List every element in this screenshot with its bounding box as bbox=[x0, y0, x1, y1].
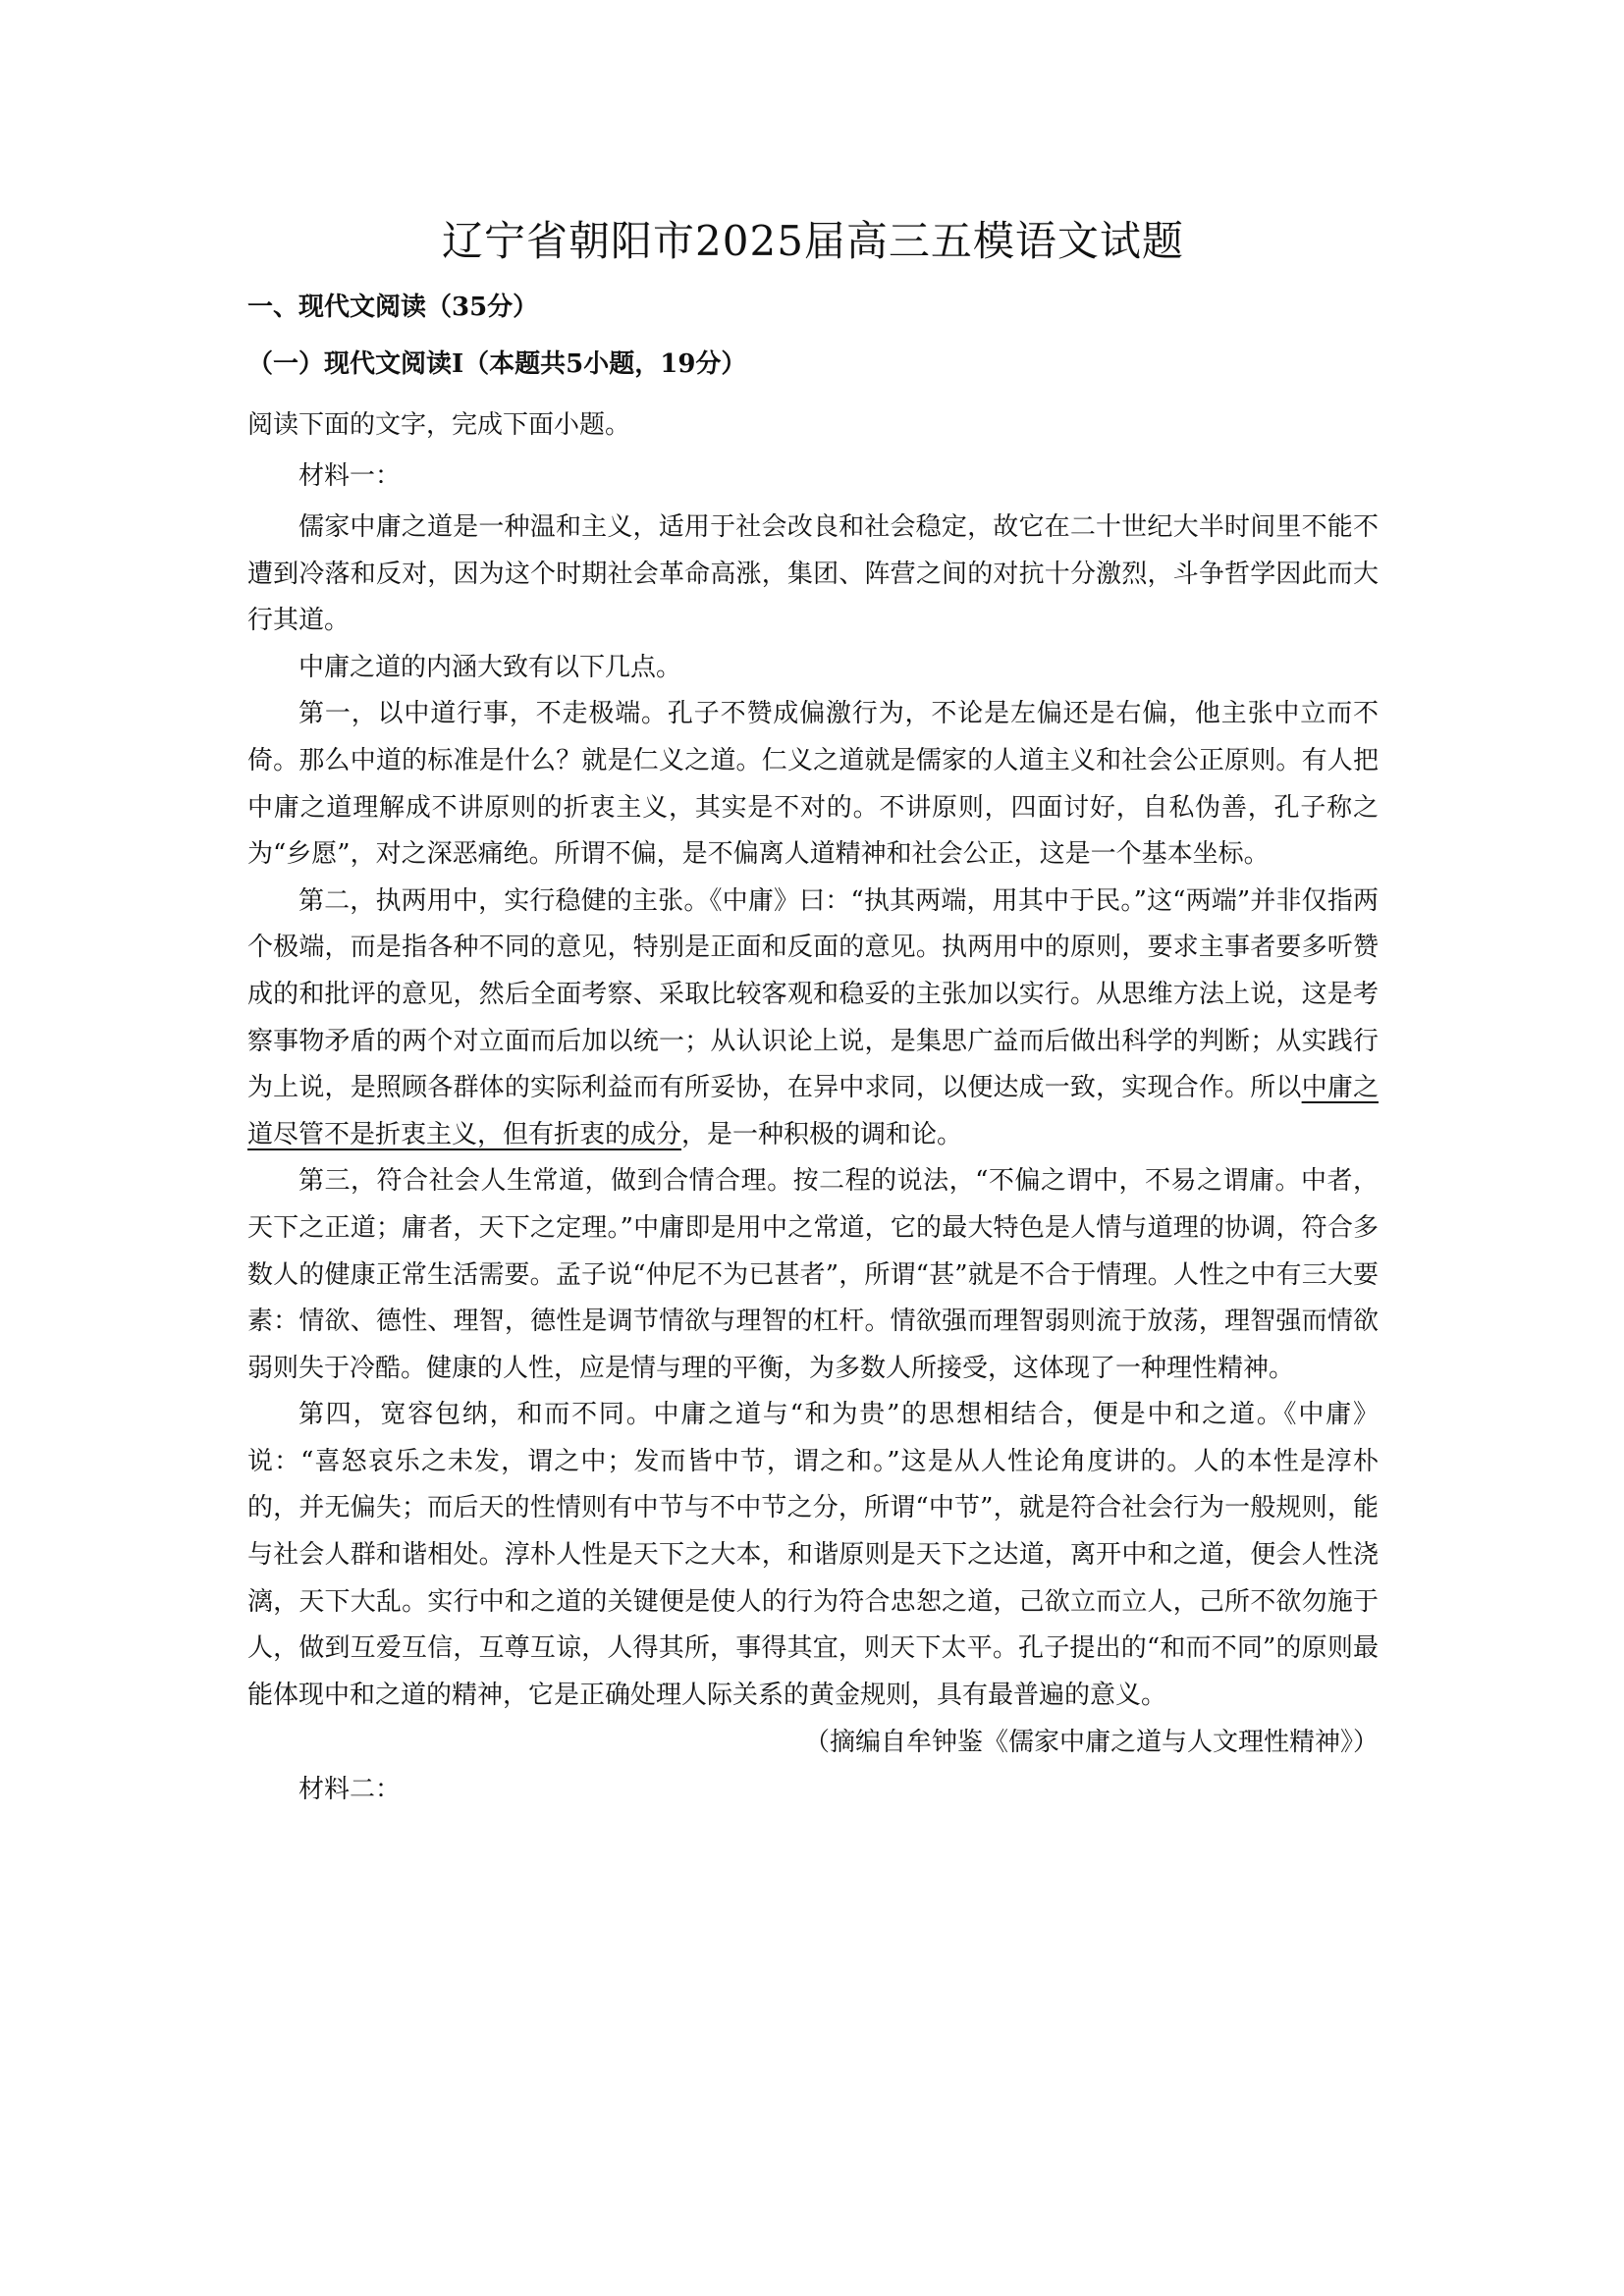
section-heading: 一、现代文阅读（35分） bbox=[247, 293, 539, 322]
reading-instruction: 阅读下面的文字，完成下面小题。 bbox=[247, 410, 631, 440]
page-title: 辽宁省朝阳市2025届高三五模语文试题 bbox=[442, 217, 1184, 265]
paragraph-3: 第一，以中道行事，不走极端。孔子不赞成偏激行为，不论是左偏还是右偏，他主张中立而不倚。那么中道的标准是什么？就是仁义之道。仁义之道就是儒家的人道主义和社会公正原则。有人把中庸之道理解成不讲原则的折衷主义，其实是不对的。不讲原则，四面讨好，自私伪善，孔子称之为“乡愿”，对之深恶痛绝。所谓不偏，是不偏离人道精神和社会公正，这是一个基本坐标。 bbox=[247, 699, 1379, 870]
paragraph-2: 中庸之道的内涵大致有以下几点。 bbox=[298, 652, 682, 682]
paragraph-6: 第四，宽容包纳，和而不同。中庸之道与“和为贵”的思想相结合，便是中和之道。《中庸》说：“喜怒哀乐之未发，谓之中；发而皆中节，谓之和。”这是从人性论角度讲的。人的本性是淳朴的，并无偏失；而后天的性情则有中节与不中节之分，所谓“中节”，就是符合社会行为一般规则，能与社会人群和谐相处。淳朴人性是天下之大本，和谐原则是天下之达道，离开中和之道，便会人性浇漓，天下大乱。实行中和之道的关键便是使人的行为符合忠恕之道，己欲立而立人，己所不欲勿施于人，做到互爱互信，互尊互谅，人得其所，事得其宜，则天下太平。孔子提出的“和而不同”的原则最能体现中和之道的精神，它是正确处理人际关系的黄金规则，具有最普遍的意义。 bbox=[247, 1400, 1379, 1710]
material-one-label: 材料一： bbox=[298, 461, 402, 491]
material-two-label: 材料二： bbox=[298, 1775, 402, 1805]
paragraph-4-text-before: 第二，执两用中，实行稳健的主张。《中庸》曰：“执其两端，用其中于民。”这“两端”并非仅指两个极端，而是指各种不同的意见，特别是正面和反面的意见。执两用中的原则，要求主事者要多听赞成的和批评的意见，然后全面考察、采取比较客观和稳妥的主张加以实行。从思维方法上说，这是考察事物矛盾的两个对立面而后加以统一；从认识论上说，是集思广益而后做出科学的判断；从实践行为上说，是照顾各群体的实际利益而有所妥协，在异中求同，以便达成一致，实现合作。所以 bbox=[247, 885, 1379, 1103]
paragraph-1: 儒家中庸之道是一种温和主义，适用于社会改良和社会稳定，故它在二十世纪大半时间里不能不遭到冷落和反对，因为这个时期社会革命高涨，集团、阵营之间的对抗十分激烈，斗争哲学因此而大行其道。 bbox=[247, 512, 1379, 636]
subsection-heading: （一）现代文阅读Ⅰ（本题共5小题，19分） bbox=[247, 349, 747, 379]
exam-page bbox=[247, 214, 1379, 1813]
paragraph-4 bbox=[247, 879, 1379, 1159]
paragraph-4-text-after: ，是一种积极的调和论。 bbox=[681, 1119, 963, 1149]
paragraph-5: 第三，符合社会人生常道，做到合情合理。按二程的说法，“不偏之谓中，不易之谓庸。中者，天下之正道；庸者，天下之定理。”中庸即是用中之常道，它的最大特色是人情与道理的协调，符合多数人的健康正常生活需要。孟子说“仲尼不为已甚者”，所谓“甚”就是不合于情理。人性之中有三大要素：情欲、德性、理智，德性是调节情欲与理智的杠杆。情欲强而理智弱则流于放荡，理智强而情欲弱则失于冷酷。健康的人性，应是情与理的平衡，为多数人所接受，这体现了一种理性精神。 bbox=[247, 1166, 1379, 1383]
underlined-sentence: 中庸之道尽管不是折衷主义，但有折衷的成分 bbox=[247, 1073, 1379, 1149]
source-citation: （摘编自牟钟鉴《儒家中庸之道与人文理性精神》） bbox=[803, 1728, 1379, 1758]
